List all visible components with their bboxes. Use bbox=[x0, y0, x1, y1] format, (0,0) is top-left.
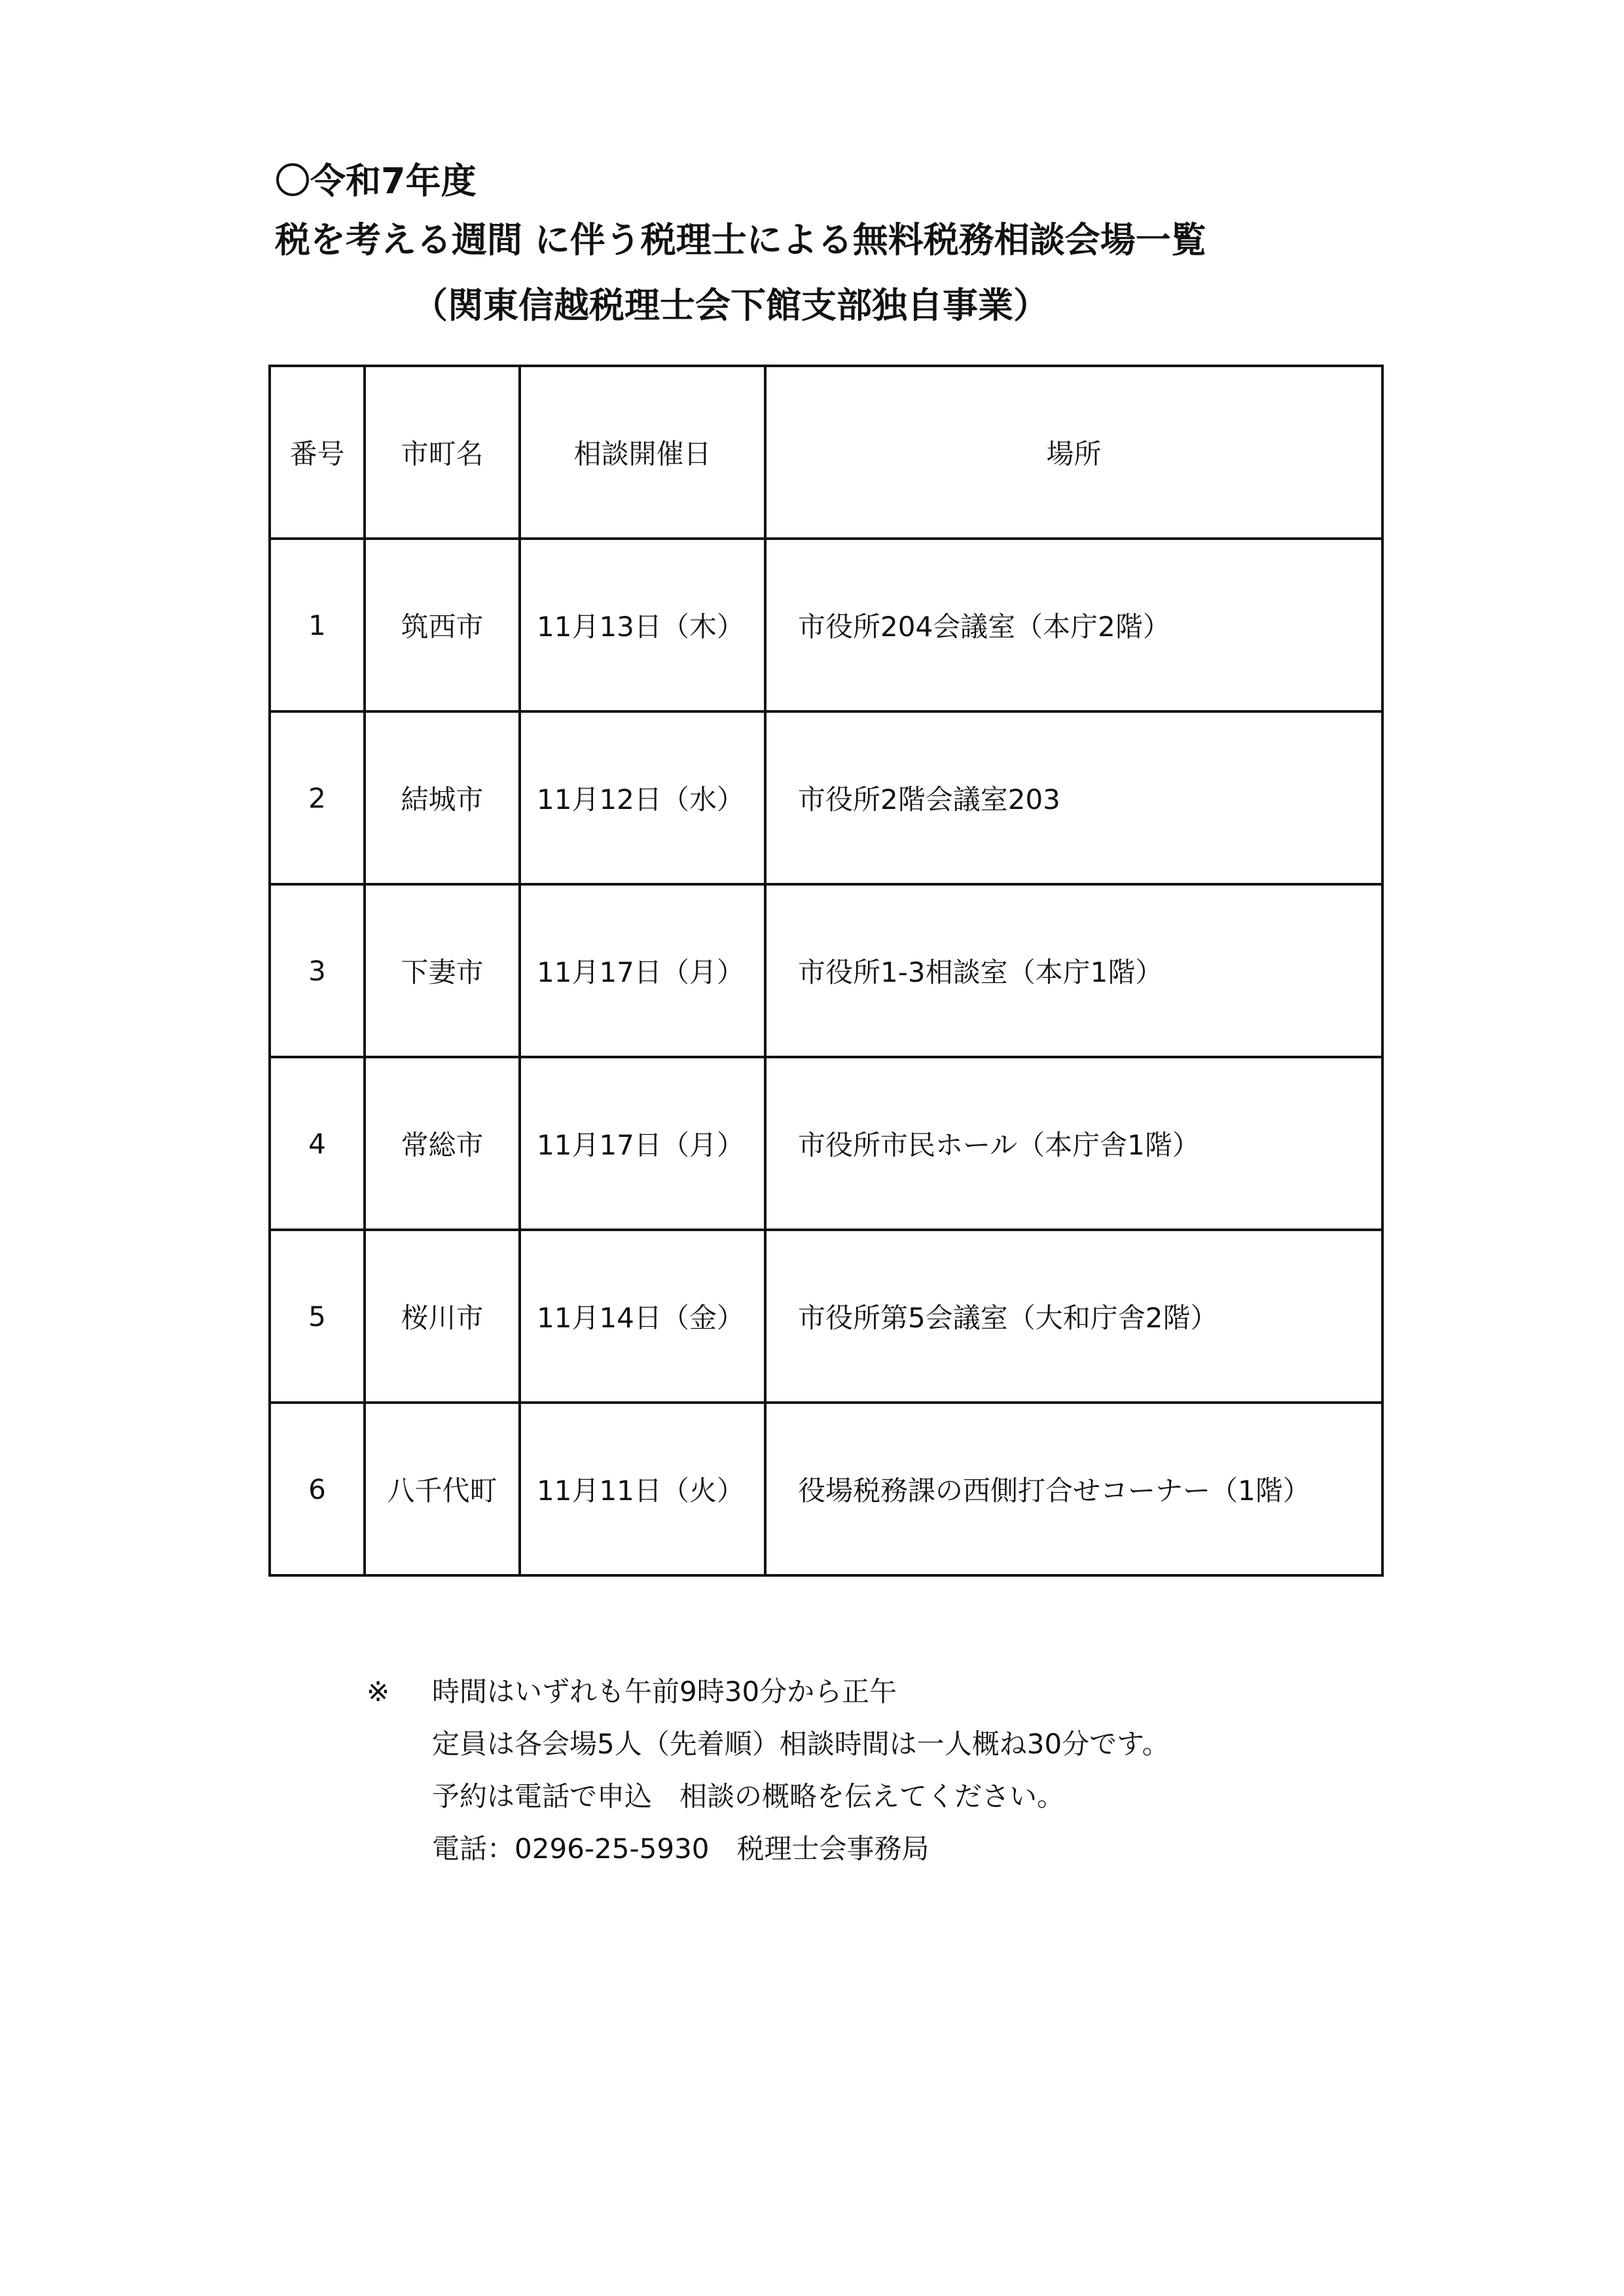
note-text: 予約は電話で申込 相談の概略を伝えてください。 bbox=[432, 1780, 1065, 1812]
table-row bbox=[270, 711, 1382, 884]
row-place: 市役所204会議室（本庁2階） bbox=[765, 539, 1382, 711]
note-line bbox=[367, 1718, 1170, 1770]
header-number: 番号 bbox=[270, 366, 365, 539]
note-mark: ※ bbox=[367, 1676, 390, 1708]
row-date: 11月17日（月） bbox=[520, 1057, 765, 1230]
contact-phone: 電話：0296-25-5930 税理士会事務局 bbox=[432, 1833, 929, 1865]
note-line bbox=[367, 1666, 1170, 1718]
row-date: 11月11日（火） bbox=[520, 1403, 765, 1575]
row-place: 役場税務課の西側打合せコーナー（1階） bbox=[765, 1403, 1382, 1575]
row-city: 桜川市 bbox=[365, 1230, 520, 1403]
header-date: 相談開催日 bbox=[520, 366, 765, 539]
row-number: 1 bbox=[270, 539, 365, 711]
row-city: 八千代町 bbox=[365, 1403, 520, 1575]
note-line bbox=[367, 1823, 1170, 1875]
venue-table bbox=[268, 365, 1384, 1577]
row-number: 4 bbox=[270, 1057, 365, 1230]
table-row bbox=[270, 539, 1382, 711]
notes-block bbox=[367, 1666, 1170, 1875]
table-row bbox=[270, 1057, 1382, 1230]
row-place: 市役所2階会議室203 bbox=[765, 711, 1382, 884]
table-row bbox=[270, 1230, 1382, 1403]
row-city: 筑西市 bbox=[365, 539, 520, 711]
row-city: 結城市 bbox=[365, 711, 520, 884]
row-city: 下妻市 bbox=[365, 884, 520, 1057]
page-title-year: 〇令和7年度 bbox=[275, 160, 477, 202]
row-number: 5 bbox=[270, 1230, 365, 1403]
row-number: 3 bbox=[270, 884, 365, 1057]
row-date: 11月12日（水） bbox=[520, 711, 765, 884]
table-row bbox=[270, 1403, 1382, 1575]
row-date: 11月14日（金） bbox=[520, 1230, 765, 1403]
header-city: 市町名 bbox=[365, 366, 520, 539]
row-date: 11月17日（月） bbox=[520, 884, 765, 1057]
table-header-row bbox=[270, 366, 1382, 539]
row-place: 市役所第5会議室（大和庁舎2階） bbox=[765, 1230, 1382, 1403]
table-row bbox=[270, 884, 1382, 1057]
row-city: 常総市 bbox=[365, 1057, 520, 1230]
note-text: 時間はいずれも午前9時30分から正午 bbox=[432, 1676, 897, 1708]
row-place: 市役所1-3相談室（本庁1階） bbox=[765, 884, 1382, 1057]
page-subtitle: （関東信越税理士会下館支部独自事業） bbox=[412, 285, 1049, 326]
row-place: 市役所市民ホール（本庁舎1階） bbox=[765, 1057, 1382, 1230]
header-place: 場所 bbox=[765, 366, 1382, 539]
note-line bbox=[367, 1770, 1170, 1823]
note-text: 定員は各会場5人（先着順）相談時間は一人概ね30分です。 bbox=[432, 1728, 1170, 1760]
page-title-main: 税を考える週間 に伴う税理士による無料税務相談会場一覧 bbox=[275, 219, 1206, 260]
row-number: 6 bbox=[270, 1403, 365, 1575]
row-date: 11月13日（木） bbox=[520, 539, 765, 711]
row-number: 2 bbox=[270, 711, 365, 884]
